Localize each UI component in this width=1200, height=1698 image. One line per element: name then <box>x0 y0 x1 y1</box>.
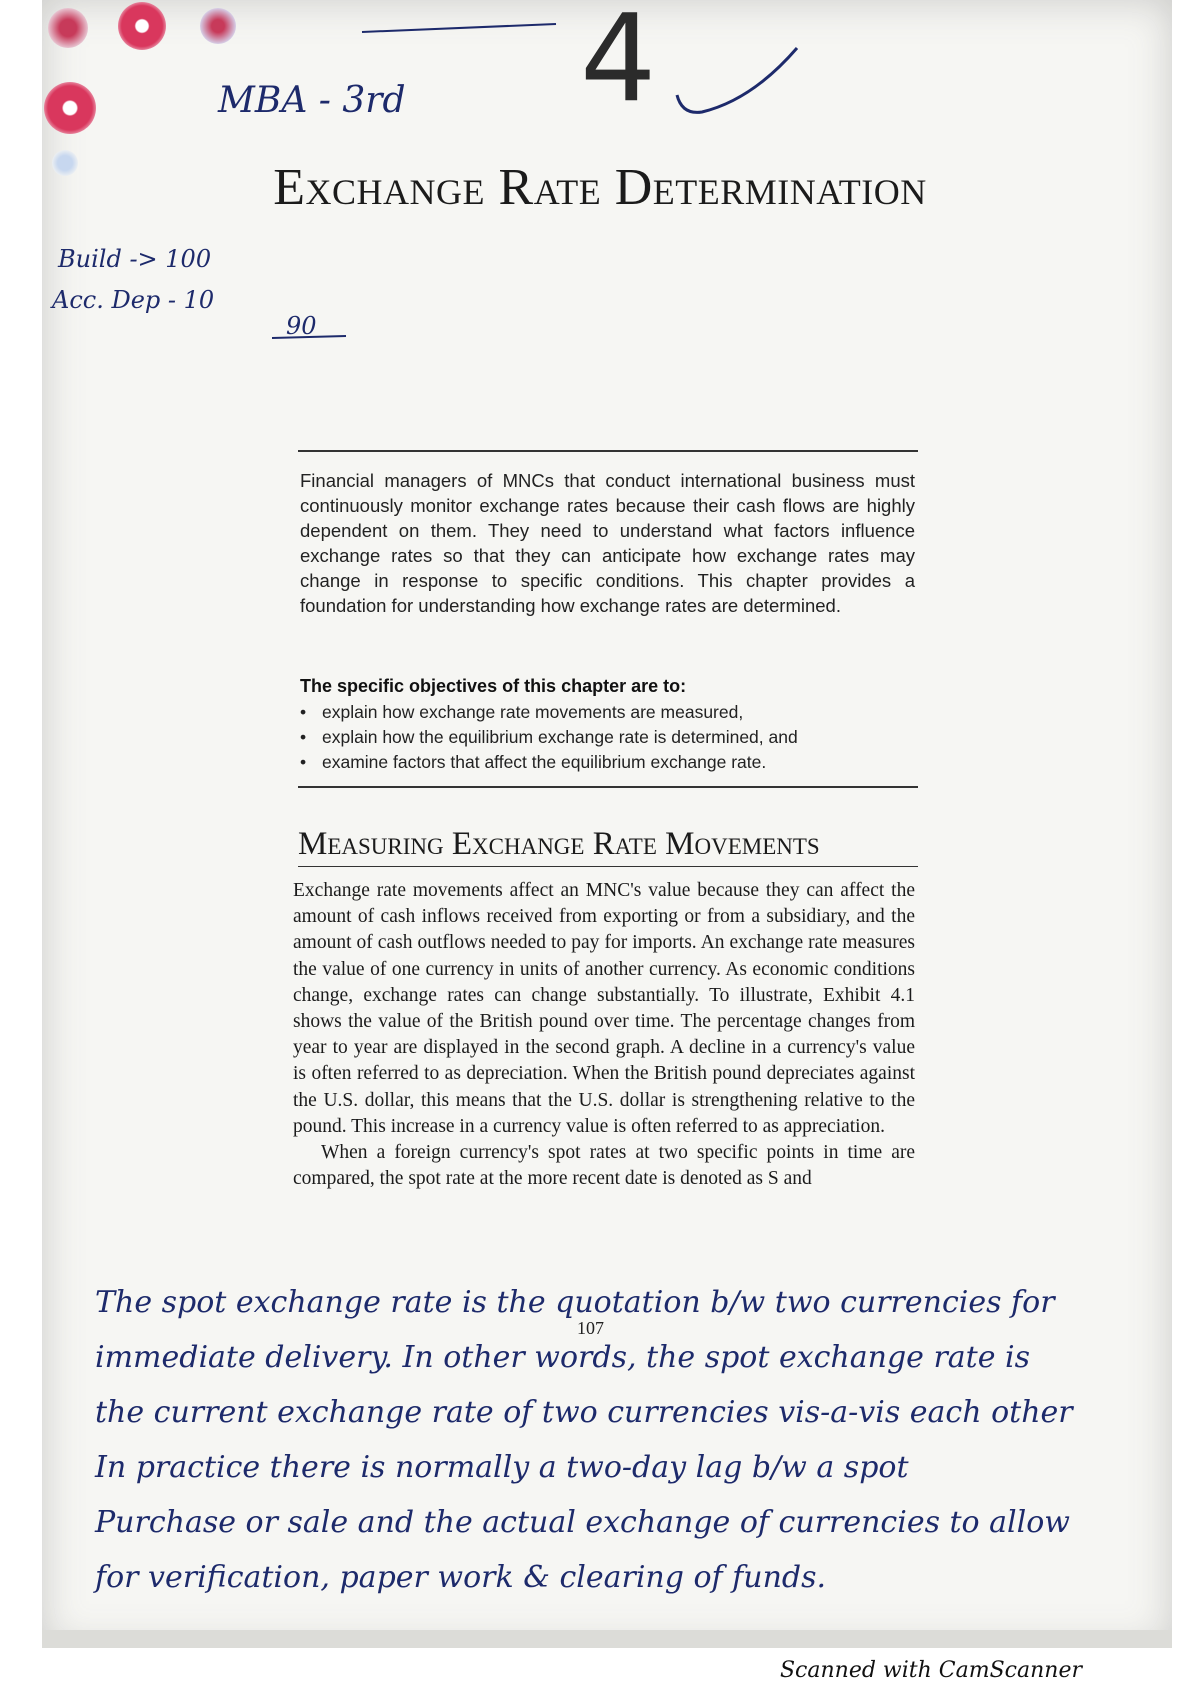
chapter-intro: Financial managers of MNCs that conduct international business must continuously monitor exchange rates because their cash flows are highly dependent on them. They need to understand what factors influence exchange rates so that they can anticipate how exchange rates may change in response to specific conditions. This chapter provides a foundation for understanding how exchange rates are determined. <box>300 470 915 616</box>
handwritten-course: MBA - 3rd <box>218 80 406 121</box>
section-heading: Measuring Exchange Rate Movements <box>298 826 820 862</box>
handwritten-note-line: Purchase or sale and the actual exchange of currencies to allow <box>95 1505 1070 1540</box>
handwritten-note-line: immediate delivery. In other words, the spot exchange rate is <box>95 1340 1031 1375</box>
page-number: 107 <box>577 1318 604 1338</box>
floral-decoration <box>48 8 88 48</box>
floral-decoration <box>118 2 166 50</box>
section-body <box>293 878 915 1192</box>
objective-item: • explain how exchange rate movements are measured, <box>300 700 900 725</box>
section-heading-rule <box>298 866 918 867</box>
handwritten-note-line: The spot exchange rate is the quotation b/w two currencies for <box>95 1285 1055 1320</box>
chapter-title: Exchange Rate Determination <box>273 159 927 216</box>
handwritten-margin-note: Build -> 100 <box>58 245 212 273</box>
handwritten-margin-note: 90 <box>286 312 317 340</box>
handwritten-checkmark <box>672 40 802 120</box>
handwritten-line <box>360 20 560 40</box>
handwritten-underline <box>270 330 350 342</box>
handwritten-note-line: In practice there is normally a two-day lag b/w a spot <box>95 1450 909 1485</box>
body-paragraph: Exchange rate movements affect an MNC's value because they can affect the amount of cash inflows received from exporting or from a subsidiary, and the amount of cash outflows needed to pay for imports. An exchange rate measures the value of one currency in units of another currency. As economic conditions change, exchange rates can change substantially. To illustrate, Exhibit 4.1 shows the value of the British pound over time. The percentage changes from year to year are displayed in the second graph. A decline in a currency's value is often referred to as depreciation. When the British pound depreciates against the U.S. dollar, this means that the U.S. dollar is strengthening relative to the pound. This increase in a currency value is often referred to as appreciation. <box>293 880 915 1137</box>
page-bottom-edge <box>42 1630 1172 1648</box>
handwritten-note-line: the current exchange rate of two currencies vis-a-vis each other <box>95 1395 1073 1430</box>
intro-top-rule <box>298 450 918 452</box>
floral-decoration <box>200 8 236 44</box>
objective-item: • examine factors that affect the equilibrium exchange rate. <box>300 750 900 775</box>
body-paragraph: When a foreign currency's spot rates at two specific points in time are compared, the spot rate at the more recent date is denoted as S and <box>293 1142 915 1190</box>
handwritten-margin-note: Acc. Dep - 10 <box>52 286 215 314</box>
objective-item: • explain how the equilibrium exchange rate is determined, and <box>300 725 900 750</box>
floral-decoration <box>44 82 96 134</box>
objectives-heading: The specific objectives of this chapter are to: <box>300 676 687 696</box>
scanner-watermark: Scanned with CamScanner <box>779 1658 1082 1683</box>
objectives-list <box>300 700 900 775</box>
intro-bottom-rule <box>298 786 918 788</box>
handwritten-notes <box>95 1275 1165 1605</box>
chapter-number: 4 <box>580 0 657 129</box>
handwritten-note-line: for verification, paper work & clearing of funds. <box>95 1560 827 1595</box>
